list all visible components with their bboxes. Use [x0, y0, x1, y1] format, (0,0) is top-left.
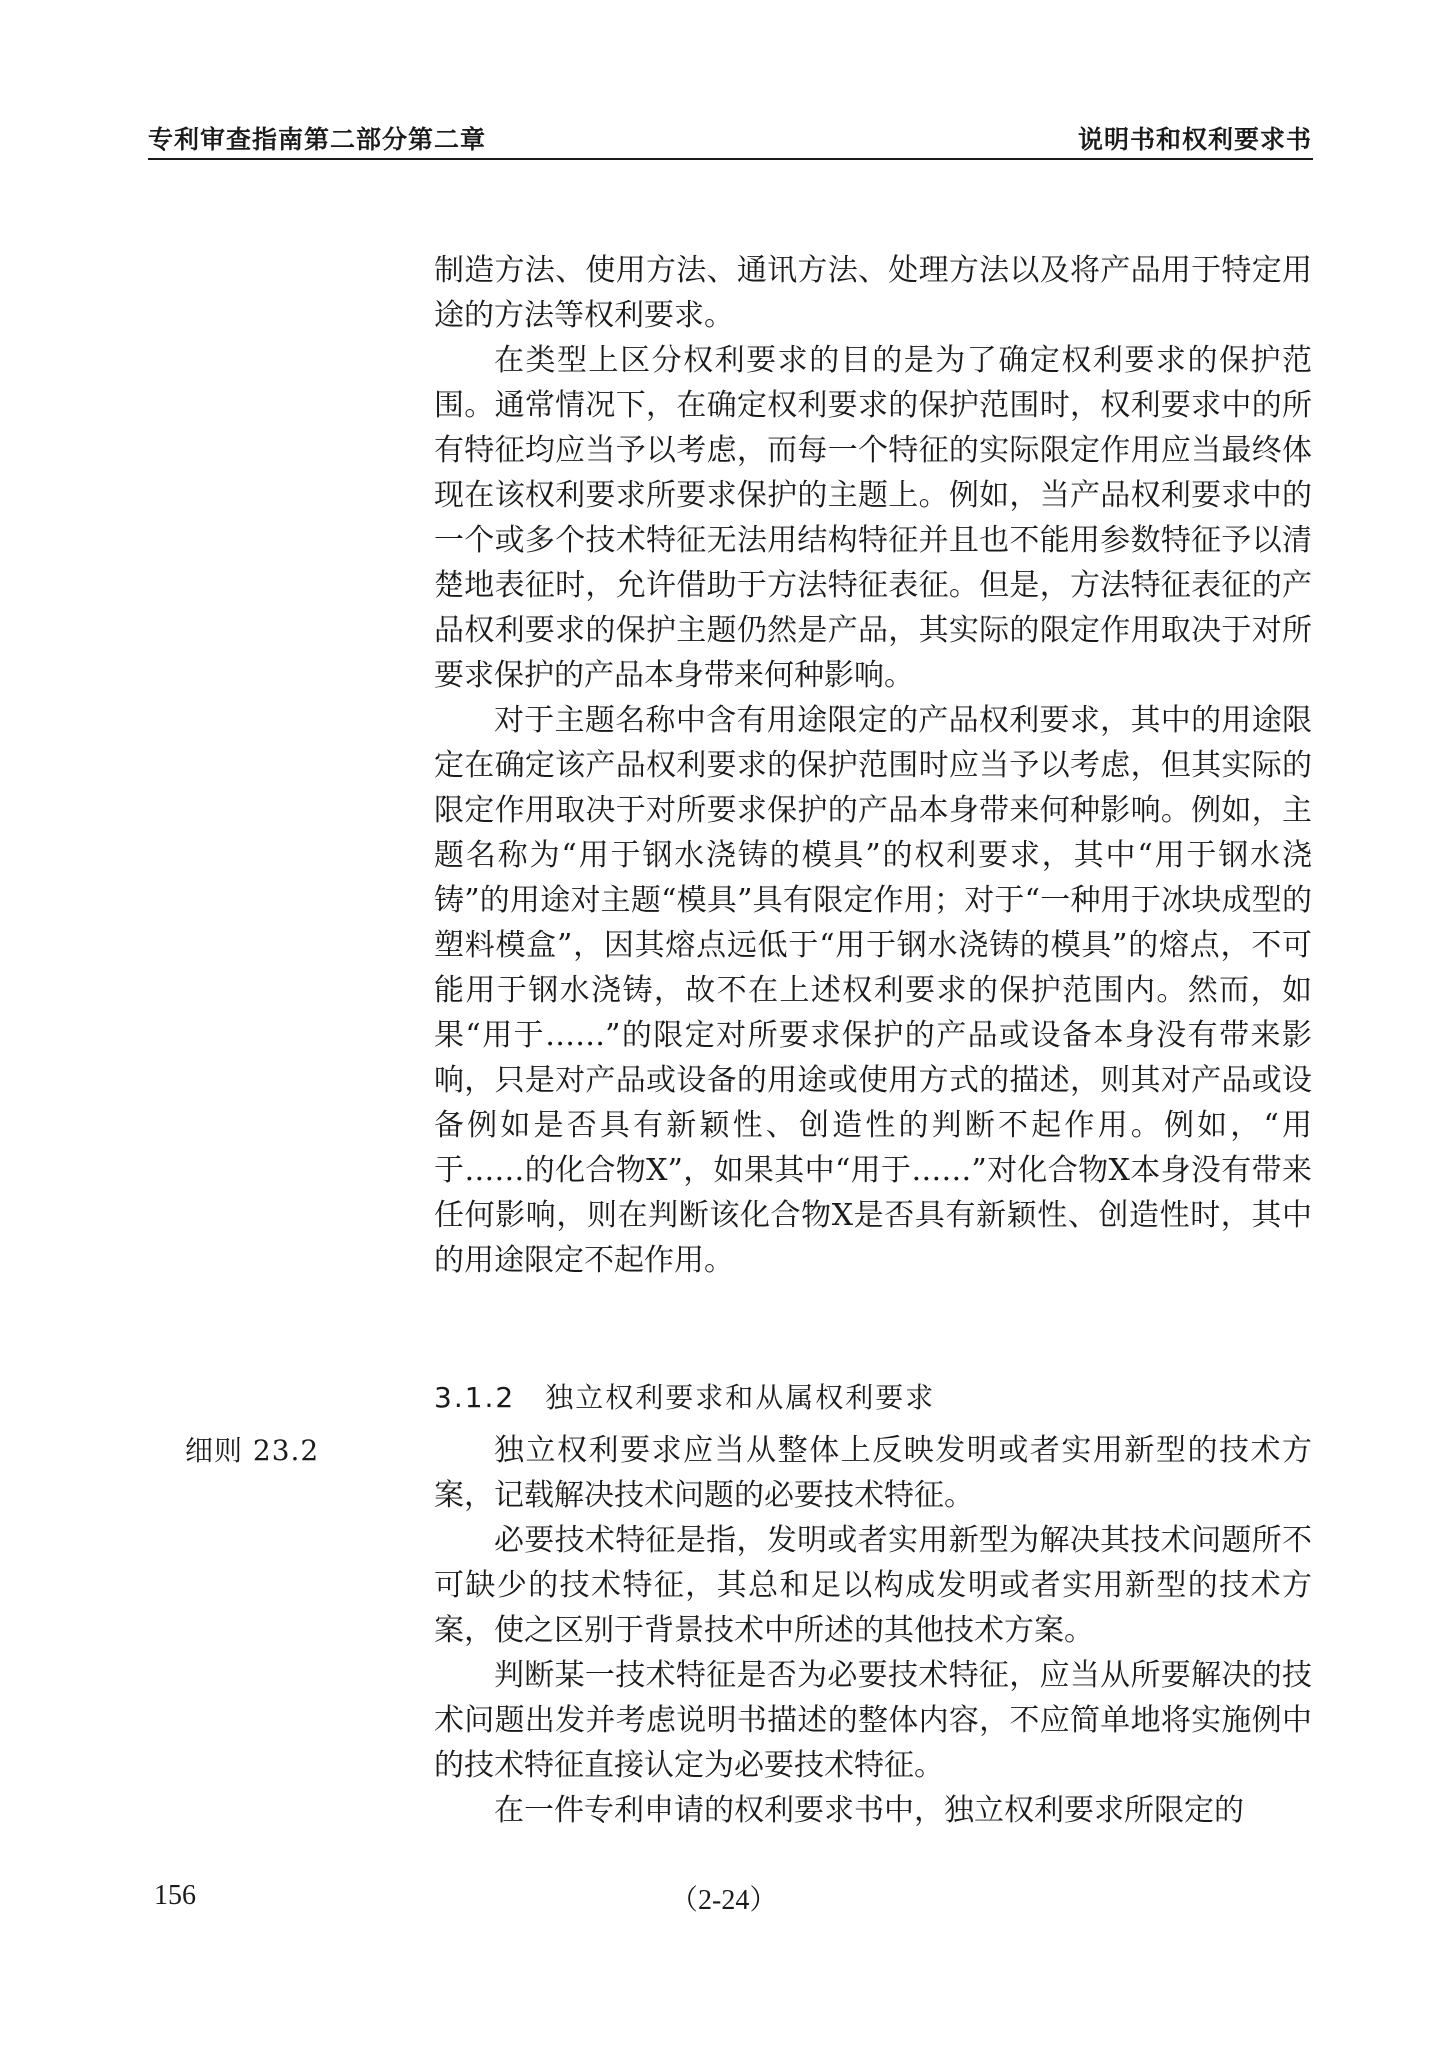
page-code: （2-24）	[670, 1885, 778, 1916]
paragraph: 对于主题名称中含有用途限定的产品权利要求，其中的用途限定在确定该产品权利要求的保护范围时应当予以考虑，但其实际的限定作用取决于对所要求保护的产品本身带来何种影响。例如，主题名称为“用于钢水浇铸的模具”的权利要求，其中“用于钢水浇铸”的用途对主题“模具”具有限定作用；对于“一种用于冰块成型的塑料模盒”，因其熔点远低于“用于钢水浇铸的模具”的熔点，不可能用于钢水浇铸，故不在上述权利要求的保护范围内。然而，如果“用于……”的限定对所要求保护的产品或设备本身没有带来影响，只是对产品或设备的用途或使用方式的描述，则其对产品或设备例如是否具有新颖性、创造性的判断不起作用。例如，“用于……的化合物X”，如果其中“用于……”对化合物X本身没有带来任何影响，则在判断该化合物X是否具有新颖性、创造性时，其中的用途限定不起作用。	[434, 703, 1312, 1278]
header-divider	[148, 158, 1313, 160]
paragraph: 在类型上区分权利要求的目的是为了确定权利要求的保护范围。通常情况下，在确定权利要求的保护范围时，权利要求中的所有特征均应当予以考虑，而每一个特征的实际限定作用应当最终体现在该权利要求所要求保护的主题上。例如，当产品权利要求中的一个或多个技术特征无法用结构特征并且也不能用参数特征予以清楚地表征时，允许借助于方法特征表征。但是，方法特征表征的产品权利要求的保护主题仍然是产品，其实际的限定作用取决于对所要求保护的产品本身带来何种影响。	[434, 343, 1312, 693]
paragraph: 在一件专利申请的权利要求书中，独立权利要求所限定的	[494, 1793, 1244, 1828]
paragraph: 必要技术特征是指，发明或者实用新型为解决其技术问题所不可缺少的技术特征，其总和足以构成发明或者实用新型的技术方案，使之区别于背景技术中所述的其他技术方案。	[434, 1523, 1312, 1648]
section-heading: 3.1.2 独立权利要求和从属权利要求	[434, 1381, 936, 1414]
main-text-block	[434, 248, 1312, 1283]
page-number: 156	[154, 1880, 196, 1911]
paragraph: 独立权利要求应当从整体上反映发明或者实用新型的技术方案，记载解决技术问题的必要技术特征。	[434, 1433, 1312, 1513]
margin-note-rule-reference: 细则 23.2	[185, 1434, 320, 1467]
running-header-right: 说明书和权利要求书	[1077, 125, 1312, 154]
section-text-block	[434, 1428, 1312, 1833]
running-header-left: 专利审查指南第二部分第二章	[148, 125, 487, 154]
paragraph-continued: 制造方法、使用方法、通讯方法、处理方法以及将产品用于特定用途的方法等权利要求。	[434, 253, 1312, 333]
paragraph: 判断某一技术特征是否为必要技术特征，应当从所要解决的技术问题出发并考虑说明书描述的整体内容，不应简单地将实施例中的技术特征直接认定为必要技术特征。	[434, 1658, 1312, 1783]
